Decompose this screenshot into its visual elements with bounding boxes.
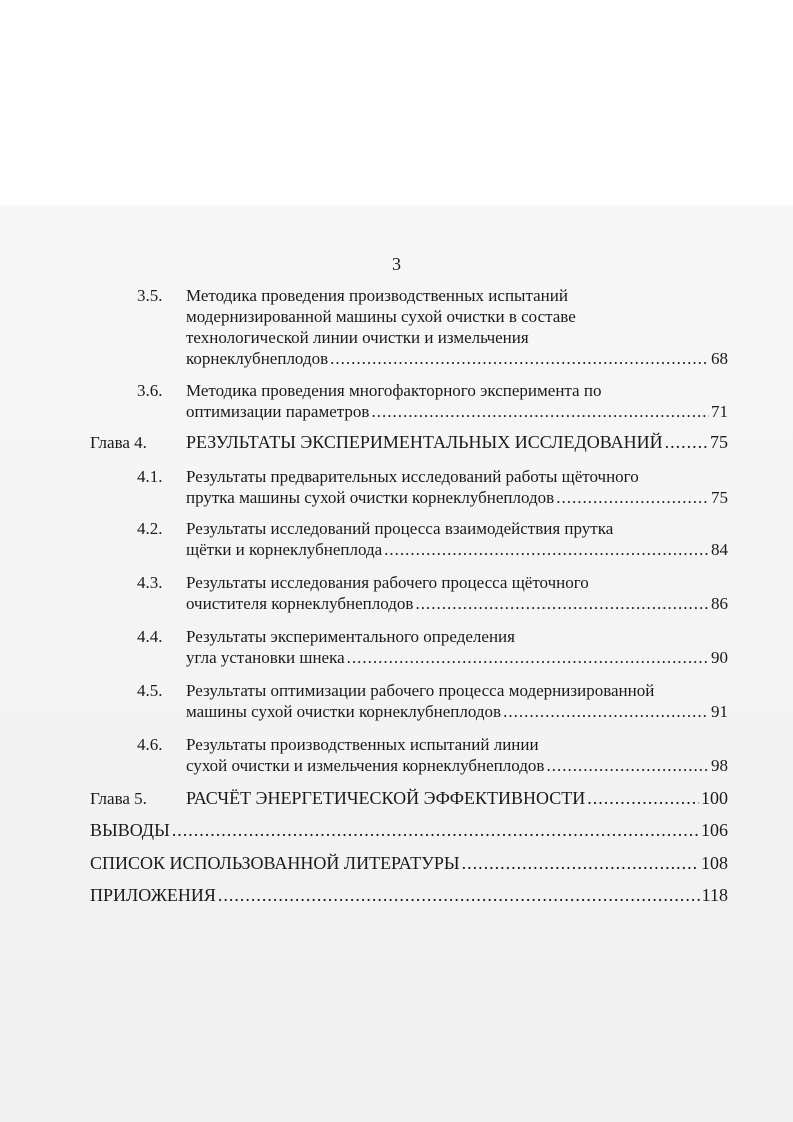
toc-page-ref: 91 — [711, 702, 728, 721]
toc-entry-text: Результаты экспериментального определения — [186, 627, 515, 646]
dot-leader — [347, 647, 709, 668]
toc-entry-number: 4.1. — [137, 467, 163, 486]
toc-entry-number: 4.5. — [137, 681, 163, 700]
dot-leader — [587, 788, 699, 809]
toc-page-ref: 68 — [711, 349, 728, 368]
toc-entry-number: 4.6. — [137, 735, 163, 754]
dot-leader — [665, 432, 708, 453]
toc-entry-text: корнеклубнеплодов — [186, 349, 329, 368]
toc-entry-text: РАСЧЁТ ЭНЕРГЕТИЧЕСКОЙ ЭФФЕКТИВНОСТИ — [186, 788, 586, 808]
toc-page-ref: 84 — [711, 540, 728, 559]
toc-page-ref: 90 — [711, 648, 728, 667]
toc-entry-number: 4.2. — [137, 519, 163, 538]
toc-entry-text: Методика проведения производственных испытаний — [186, 286, 568, 305]
toc-page-ref: 71 — [711, 402, 728, 421]
toc-page-ref: 100 — [701, 788, 728, 808]
toc-entry-text: очистителя корнеклубнеплодов — [186, 594, 414, 613]
dot-leader — [556, 487, 709, 508]
toc-page-ref: 98 — [711, 756, 728, 775]
dot-leader — [384, 539, 709, 560]
toc-entry-text: ПРИЛОЖЕНИЯ — [90, 885, 216, 905]
toc-entry-text: оптимизации параметров — [186, 402, 370, 421]
toc-entry-text: СПИСОК ИСПОЛЬЗОВАННОЙ ЛИТЕРАТУРЫ — [90, 853, 460, 873]
dot-leader — [330, 348, 709, 369]
toc-entry-text: ВЫВОДЫ — [90, 820, 170, 840]
toc-page-ref: 106 — [701, 820, 728, 840]
toc-page-ref: 108 — [701, 853, 728, 873]
dot-leader — [546, 755, 709, 776]
toc-page-ref: 86 — [711, 594, 728, 613]
toc-entry-text: модернизированной машины сухой очистки в составе — [186, 307, 576, 326]
toc-entry-text: Результаты производственных испытаний линии — [186, 735, 539, 754]
toc-entry-text: машины сухой очистки корнеклубнеплодов — [186, 702, 502, 721]
toc-entry-text: сухой очистки и измельчения корнеклубнеплодов — [186, 756, 545, 775]
dot-leader — [218, 885, 700, 906]
toc-entry-text: Результаты исследования рабочего процесса щёточного — [186, 573, 589, 592]
toc-page-ref: 118 — [701, 885, 728, 905]
dot-leader — [503, 701, 709, 722]
toc-entry-number: 4.4. — [137, 627, 163, 646]
toc-entry-text: щётки и корнеклубнеплода — [186, 540, 383, 559]
toc-page-ref: 75 — [710, 432, 728, 452]
toc-page-ref: 75 — [711, 488, 728, 507]
toc-entry-number: 3.5. — [137, 286, 163, 305]
toc-entry-text: технологической линии очистки и измельчения — [186, 328, 529, 347]
dot-leader — [462, 853, 699, 874]
page-number: 3 — [392, 254, 401, 274]
toc-chapter-number: Глава 5. — [90, 789, 147, 808]
toc-entry-text: прутка машины сухой очистки корнеклубнеплодов — [186, 488, 555, 507]
toc-entry-text: Методика проведения многофакторного эксперимента по — [186, 381, 602, 400]
toc-entry-text: РЕЗУЛЬТАТЫ ЭКСПЕРИМЕНТАЛЬНЫХ ИССЛЕДОВАНИЙ — [186, 432, 663, 452]
toc-entry-text: Результаты оптимизации рабочего процесса модернизированной — [186, 681, 655, 700]
dot-leader — [371, 401, 709, 422]
toc-entry-text: угла установки шнека — [186, 648, 345, 667]
toc-entry-text: Результаты предварительных исследований работы щёточного — [186, 467, 639, 486]
toc-entry-number: 3.6. — [137, 381, 163, 400]
dot-leader — [172, 820, 699, 841]
toc-entry-number: 4.3. — [137, 573, 163, 592]
toc-entry-text: Результаты исследований процесса взаимодействия прутка — [186, 519, 614, 538]
dot-leader — [415, 593, 709, 614]
toc-chapter-number: Глава 4. — [90, 433, 147, 452]
